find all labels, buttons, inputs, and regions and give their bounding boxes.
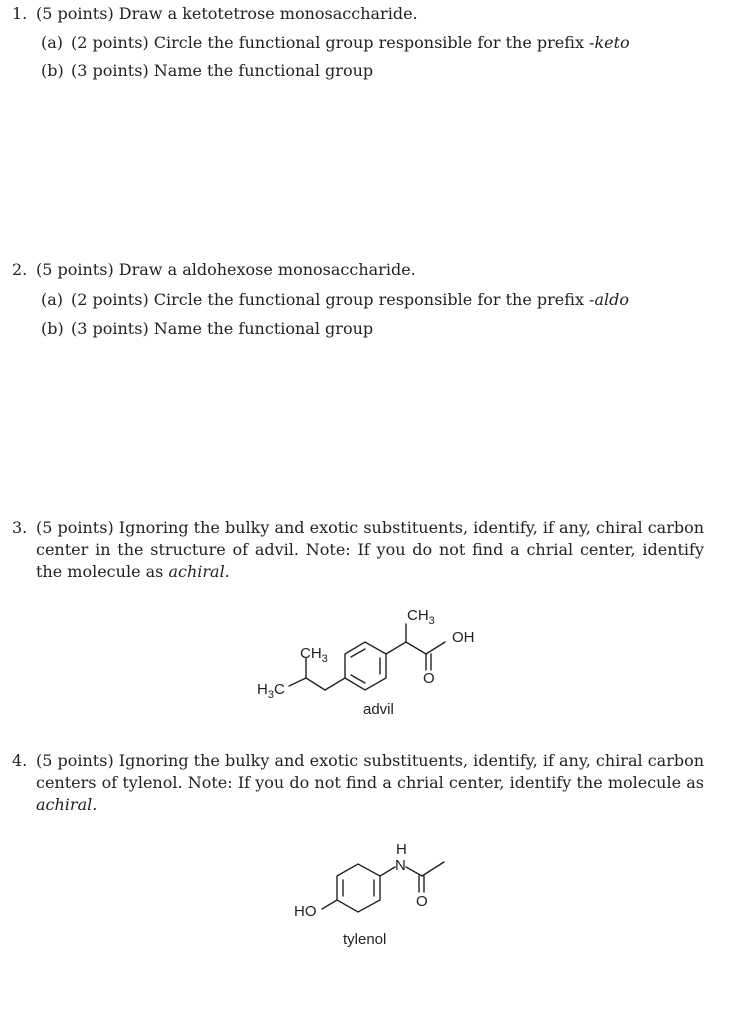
part-label: (a) (41, 33, 64, 52)
part-label: (b) (41, 319, 64, 338)
advil-skeleton (255, 600, 515, 720)
part-label: (b) (41, 61, 64, 80)
advil-structure (255, 600, 515, 720)
ch3-top-label: $CH_3$ (407, 607, 435, 627)
achiral-emphasis: achiral. (168, 562, 230, 581)
part-label: (a) (41, 290, 64, 309)
advil-caption: advil (363, 701, 394, 718)
ho-label: HO (294, 903, 317, 920)
question-2-part-b (41, 318, 373, 340)
oh-label: OH (452, 629, 475, 646)
question-number: 1. (12, 4, 28, 23)
carbonyl-oxygen-label: O (423, 670, 435, 687)
question-1-part-b (41, 60, 373, 82)
ch3-left-label: $CH_3$ (300, 645, 328, 665)
nitrogen-label: N (395, 857, 406, 874)
part-text: (3 points) Name the functional group (71, 319, 374, 338)
question-1-part-a (41, 32, 630, 54)
tylenol-skeleton (288, 830, 468, 955)
prefix-emphasis: -aldo (589, 290, 629, 309)
carbonyl-oxygen-label: O (416, 893, 428, 910)
part-text: (2 points) Circle the functional group responsible for the prefix (71, 290, 590, 309)
question-number: 2. (12, 260, 28, 279)
tylenol-caption: tylenol (343, 931, 387, 948)
nh-h-label: H (396, 841, 407, 858)
question-number: 3. (12, 518, 28, 537)
question-2-part-a (41, 289, 629, 311)
part-text: (2 points) Circle the functional group responsible for the prefix (71, 33, 590, 52)
question-number: 4. (12, 751, 28, 770)
tylenol-structure (288, 830, 468, 955)
achiral-emphasis: achiral. (36, 795, 98, 814)
question-text: (5 points) Ignoring the bulky and exotic substituents, identify, if any, chiral carbon center in the structure of advil. Note: If you do not find a chrial center, identify the molecule as (36, 518, 705, 581)
question-text: (5 points) Draw a aldohexose monosaccharide. (36, 260, 416, 279)
question-text: (5 points) Ignoring the bulky and exotic substituents, identify, if any, chiral carbon centers of tylenol. Note: If you do not find a chrial center, identify the molecule as (36, 751, 705, 792)
question-text: (5 points) Draw a ketotetrose monosaccharide. (36, 4, 418, 23)
h3c-label: $H_3C$ (257, 681, 285, 701)
part-text: (3 points) Name the functional group (71, 61, 374, 80)
prefix-emphasis: -keto (589, 33, 630, 52)
